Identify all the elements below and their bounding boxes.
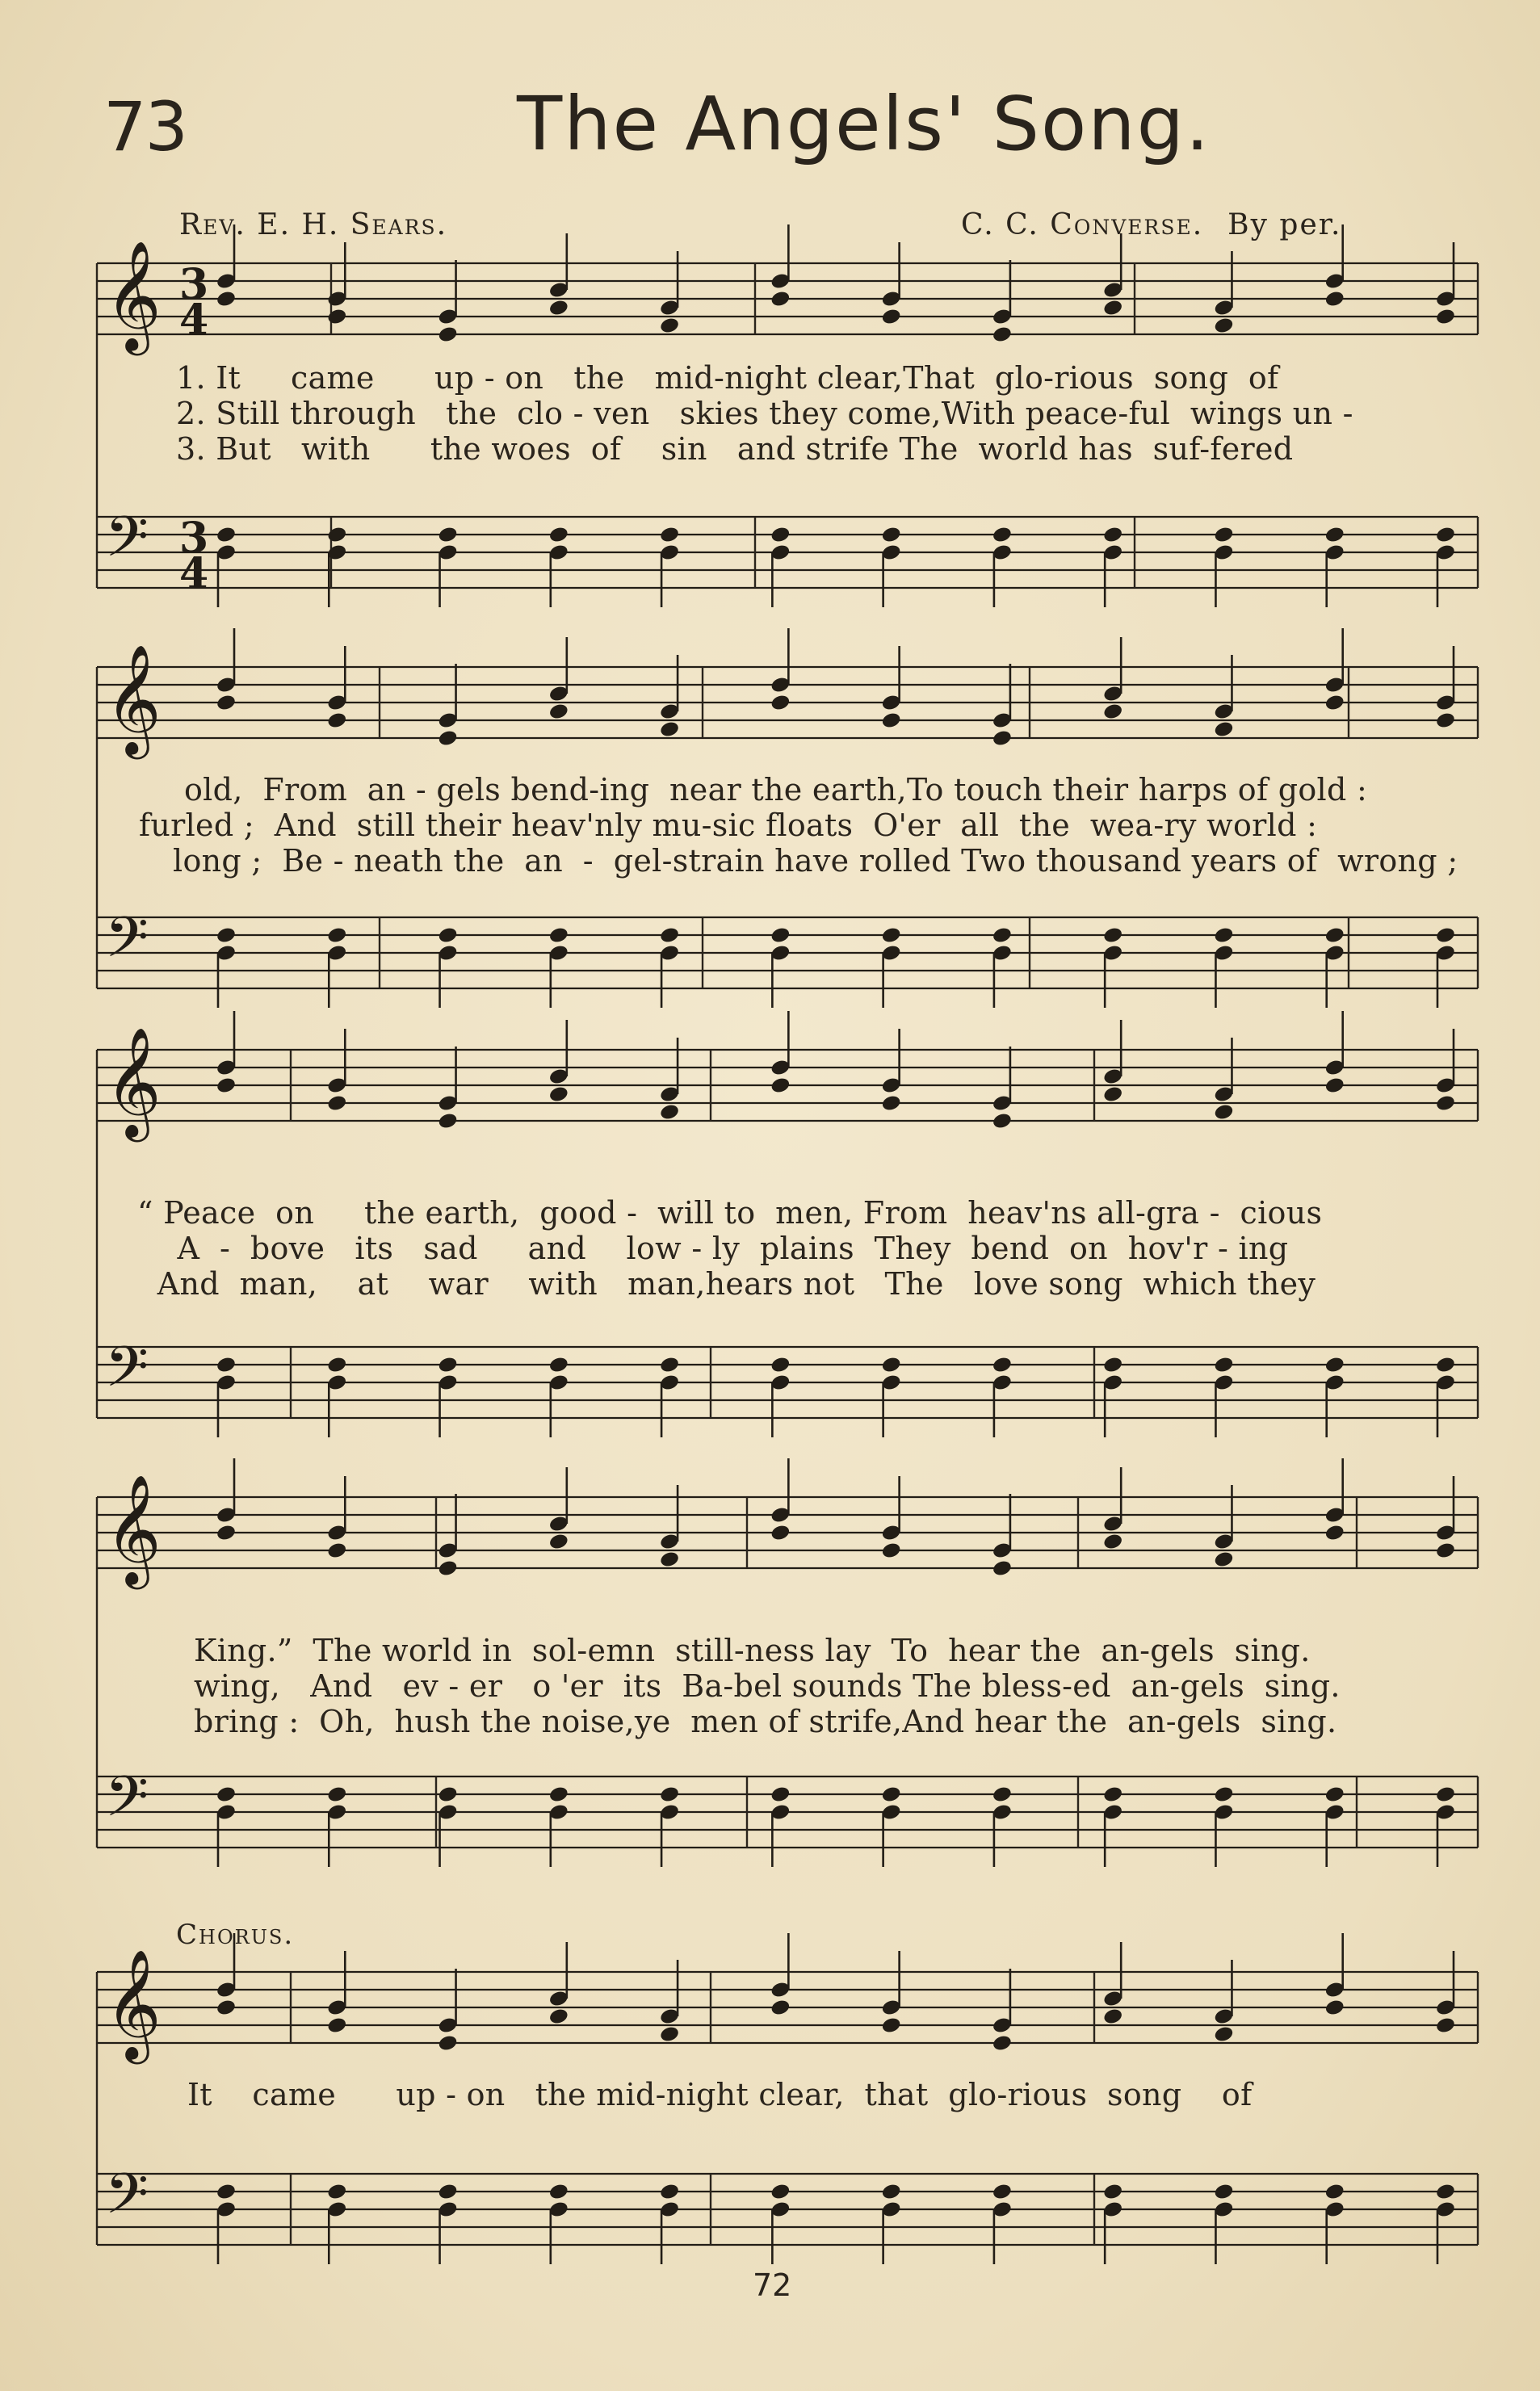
notehead [1435, 308, 1456, 326]
notehead [992, 2183, 1013, 2201]
bass-clef-icon: 𝄢 [105, 904, 149, 984]
notehead [1102, 299, 1123, 317]
notehead [1102, 2007, 1123, 2026]
notehead [1213, 1785, 1234, 1804]
notehead [770, 1356, 791, 1374]
lyric-line: wing, And ev - er o 'er its Ba-bel sounds The bless-ed an-gels sing. [194, 1668, 1341, 1704]
notehead [548, 2007, 569, 2026]
notehead [770, 926, 791, 945]
notehead [326, 2183, 347, 2201]
notehead [659, 1356, 680, 1374]
notehead [326, 526, 347, 544]
notehead [216, 1999, 237, 2017]
notehead [659, 926, 680, 945]
notehead [437, 926, 458, 945]
lyric-line: 2. Still through the clo - ven skies they come,With peace-ful wings un - [176, 396, 1353, 431]
notehead [881, 2016, 902, 2035]
notehead [1324, 2183, 1345, 2201]
notehead [992, 2034, 1013, 2053]
notehead [326, 1542, 347, 1560]
notehead [1102, 703, 1123, 721]
notehead [659, 2025, 680, 2044]
notehead [881, 711, 902, 730]
notehead [1213, 926, 1234, 945]
notehead [1213, 1550, 1234, 1569]
lyric-line: And man, at war with man,hears not The love song which they [137, 1266, 1316, 1302]
notehead [216, 526, 237, 544]
notehead [437, 1356, 458, 1374]
lyric-line: A - bove its sad and low - ly plains They bend on hov'r - ing [137, 1231, 1289, 1266]
treble-clef-icon: 𝄞 [105, 1026, 162, 1137]
composer-name: C. C. Converse. [961, 208, 1204, 241]
notehead [659, 1103, 680, 1122]
notehead [326, 926, 347, 945]
lyric-line: 3. But with the woes of sin and strife The world has suf-fered [176, 431, 1294, 467]
notehead [1324, 526, 1345, 544]
notehead [770, 1999, 791, 2017]
bass-clef-icon: 𝄢 [105, 1764, 149, 1843]
chorus-label: Chorus. [176, 1919, 295, 1951]
notehead [548, 299, 569, 317]
notehead [548, 1356, 569, 1374]
notehead [881, 2183, 902, 2201]
notehead [1213, 317, 1234, 335]
notehead [1213, 1356, 1234, 1374]
notehead [326, 308, 347, 326]
notehead [1324, 1356, 1345, 1374]
treble-clef-icon: 𝄞 [105, 1473, 162, 1584]
notehead [770, 526, 791, 544]
notehead [659, 1550, 680, 1569]
lyric-line: It came up - on the mid-night clear, that glo-rious song of [187, 2077, 1253, 2112]
lyric-line: King.” The world in sol-emn still-ness lay To hear the an-gels sing. [194, 1633, 1311, 1668]
notehead [881, 1094, 902, 1113]
notehead [770, 1785, 791, 1804]
notehead [881, 926, 902, 945]
time-signature-top: 3 [179, 260, 209, 309]
notehead [659, 2183, 680, 2201]
hymn-title: The Angels' Song. [517, 81, 1211, 167]
notehead [1324, 1076, 1345, 1095]
notehead [1102, 1085, 1123, 1104]
notehead [326, 1785, 347, 1804]
time-signature-bottom: 4 [179, 549, 209, 598]
notehead [1213, 1103, 1234, 1122]
notehead [1102, 1356, 1123, 1374]
notehead [659, 1785, 680, 1804]
notehead [1102, 2183, 1123, 2201]
notehead [216, 2183, 237, 2201]
notehead [216, 290, 237, 308]
notehead [326, 2016, 347, 2035]
notehead [548, 703, 569, 721]
notehead [548, 526, 569, 544]
notehead [1324, 694, 1345, 712]
notehead [1102, 1533, 1123, 1551]
notehead [437, 2034, 458, 2053]
notehead [1102, 1785, 1123, 1804]
notehead [437, 1785, 458, 1804]
notehead [326, 1356, 347, 1374]
notehead [881, 1785, 902, 1804]
notehead [437, 2183, 458, 2201]
permission-note: By per. [1227, 208, 1342, 241]
bass-clef-icon: 𝄢 [105, 2161, 149, 2240]
notehead [1213, 720, 1234, 739]
notehead [1435, 1094, 1456, 1113]
lyric-line: 1. It came up - on the mid-night clear,That glo-rious song of [176, 360, 1279, 396]
bass-clef-icon: 𝄢 [105, 504, 149, 583]
time-signature-top: 3 [179, 514, 209, 563]
notehead [992, 325, 1013, 344]
notehead [216, 1356, 237, 1374]
notehead [992, 526, 1013, 544]
notehead [770, 1524, 791, 1542]
notehead [992, 1785, 1013, 1804]
notehead [881, 308, 902, 326]
notehead [216, 1076, 237, 1095]
notehead [1324, 290, 1345, 308]
notehead [1435, 2183, 1456, 2201]
notehead [548, 1785, 569, 1804]
treble-clef-icon: 𝄞 [105, 239, 162, 350]
notehead [1435, 1542, 1456, 1560]
notehead [1324, 1785, 1345, 1804]
notehead [437, 325, 458, 344]
notehead [992, 926, 1013, 945]
notehead [659, 720, 680, 739]
notehead [1435, 1785, 1456, 1804]
notehead [992, 1559, 1013, 1578]
notehead [1324, 1999, 1345, 2017]
notehead [1102, 926, 1123, 945]
lyric-line: long ; Be - neath the an - gel-strain have rolled Two thousand years of wrong ; [173, 843, 1458, 879]
lyric-line: old, From an - gels bend-ing near the earth,To touch their harps of gold : [184, 772, 1368, 807]
notehead [1324, 926, 1345, 945]
notehead [326, 711, 347, 730]
treble-clef-icon: 𝄞 [105, 643, 162, 754]
notehead [1435, 2016, 1456, 2035]
notehead [881, 1356, 902, 1374]
notehead [216, 1524, 237, 1542]
notehead [770, 694, 791, 712]
notehead [770, 2183, 791, 2201]
notehead [1213, 526, 1234, 544]
notehead [437, 1112, 458, 1130]
treble-clef-icon: 𝄞 [105, 1948, 162, 2059]
notehead [1435, 526, 1456, 544]
notehead [659, 317, 680, 335]
notehead [770, 290, 791, 308]
notehead [437, 729, 458, 748]
lyric-line: bring : Oh, hush the noise,ye men of strife,And hear the an-gels sing. [194, 1704, 1337, 1739]
hymn-number: 73 [103, 87, 187, 166]
notehead [548, 1085, 569, 1104]
notehead [216, 694, 237, 712]
notehead [1435, 926, 1456, 945]
notehead [548, 926, 569, 945]
notehead [1102, 526, 1123, 544]
lyric-line: furled ; And still their heav'nly mu-sic floats O'er all the wea-ry world : [139, 807, 1318, 843]
notehead [992, 1112, 1013, 1130]
notehead [216, 926, 237, 945]
notehead [770, 1076, 791, 1095]
time-signature-bottom: 4 [179, 296, 209, 345]
notehead [548, 2183, 569, 2201]
notehead [1435, 1356, 1456, 1374]
bass-clef-icon: 𝄢 [105, 1334, 149, 1413]
notehead [216, 1785, 237, 1804]
notehead [1435, 711, 1456, 730]
notehead [548, 1533, 569, 1551]
notehead [992, 729, 1013, 748]
notehead [1213, 2025, 1234, 2044]
notehead [881, 526, 902, 544]
lyricist-credit: Rev. E. H. Sears. [179, 208, 448, 241]
notehead [437, 1559, 458, 1578]
notehead [659, 526, 680, 544]
notehead [437, 526, 458, 544]
notehead [992, 1356, 1013, 1374]
notehead [326, 1094, 347, 1113]
notehead [881, 1542, 902, 1560]
notehead [1213, 2183, 1234, 2201]
page-number: 72 [753, 2267, 792, 2303]
lyric-line: “ Peace on the earth, good - will to men, From heav'ns all-gra - cious [137, 1195, 1323, 1231]
notehead [1324, 1524, 1345, 1542]
